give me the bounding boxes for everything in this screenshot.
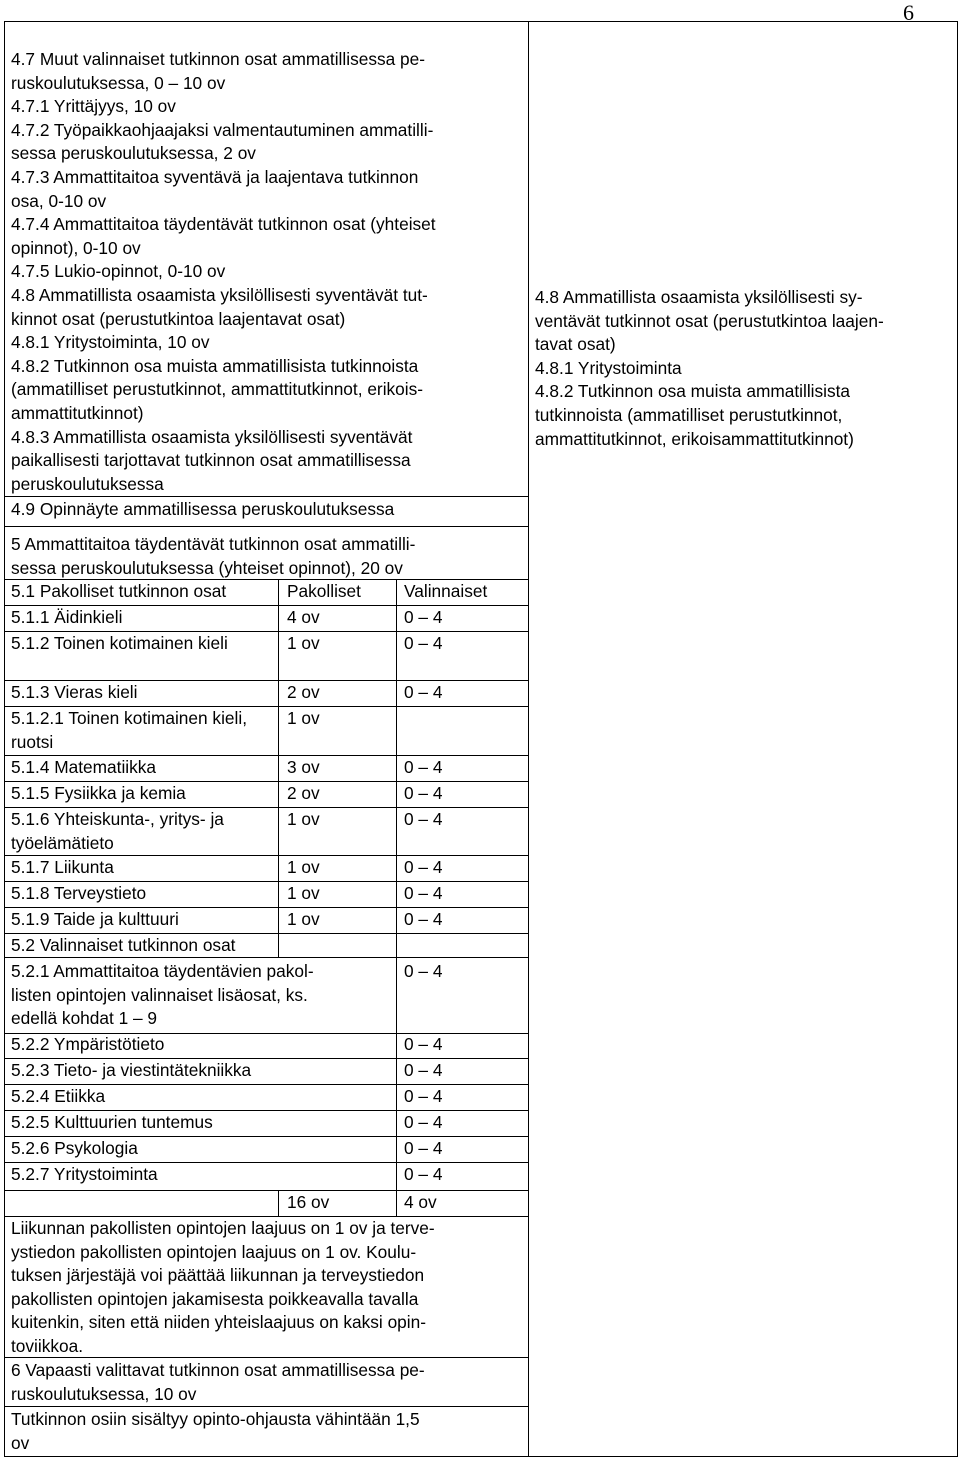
text-line: 4.8 Ammatillista osaamista yksilöllisesti syventävät tut- xyxy=(11,284,428,305)
text-line: pakollisten opintojen jakamisesta poikkeavalla tavalla xyxy=(11,1288,419,1309)
table-cell: 0 – 4 xyxy=(404,633,443,653)
text-line: listen opintojen valinnaiset lisäosat, ks. xyxy=(11,984,308,1005)
text-line: sessa peruskoulutuksessa, 2 ov xyxy=(11,143,256,164)
table-header-cell: 5.1 Pakolliset tutkinnon osat xyxy=(11,581,227,601)
text-line: 4.7.5 Lukio-opinnot, 0-10 ov xyxy=(11,261,226,282)
text-line: opinnot), 0-10 ov xyxy=(11,237,141,258)
table-cell: 1 ov xyxy=(287,809,320,829)
table-cell: 5.1.5 Fysiikka ja kemia xyxy=(11,783,186,803)
section-6 xyxy=(11,1359,526,1406)
text-line: 4.8.2 Tutkinnon osa muista ammatillisista xyxy=(535,381,851,402)
opinto-ohjaus-note xyxy=(11,1408,526,1455)
text-line: 4.8.1 Yritystoiminta, 10 ov xyxy=(11,332,210,353)
table-cell: 5.1.2.1 Toinen kotimainen kieli, ruotsi xyxy=(11,708,248,752)
text-line: ov xyxy=(11,1432,30,1453)
table-cell: 2 ov xyxy=(287,682,320,702)
section-4-9 xyxy=(11,498,526,522)
text-line: 4.8.1 Yritystoiminta xyxy=(535,357,682,378)
table-cell: 5.1.1 Äidinkieli xyxy=(11,607,123,627)
text-line: 4.8.3 Ammatillista osaamista yksilöllisesti syventävät xyxy=(11,426,413,447)
table-cell: 1 ov xyxy=(287,633,320,653)
table-header-cell: Pakolliset xyxy=(287,581,361,601)
table-cell: 0 – 4 xyxy=(404,1164,443,1184)
table-cell: 5.2.4 Etiikka xyxy=(11,1086,106,1106)
table-cell: 5.1.7 Liikunta xyxy=(11,857,114,877)
table-total-valinnaiset: 4 ov xyxy=(404,1192,437,1212)
text-line: 4.7.4 Ammattitaitoa täydentävät tutkinnon osat (yhteiset xyxy=(11,214,436,235)
table-col-line xyxy=(396,579,397,957)
text-line: kuitenkin, siten että niiden yhteislaajuus on kaksi opin- xyxy=(11,1312,426,1333)
table-cell: 0 – 4 xyxy=(404,961,443,981)
table-cell: 0 – 4 xyxy=(404,857,443,877)
text-line: ruskoulutuksessa, 0 – 10 ov xyxy=(11,72,226,93)
text-line: kinnot osat (perustutkintoa laajentavat osat) xyxy=(11,308,346,329)
table-cell: 2 ov xyxy=(287,783,320,803)
text-line: 4.8.2 Tutkinnon osa muista ammatillisista tutkinnoista xyxy=(11,355,419,376)
text-line: ammattitutkinnot, erikoisammattitutkinnot) xyxy=(535,428,854,449)
text-line: 4.7.1 Yrittäjyys, 10 ov xyxy=(11,96,176,117)
text-line: 6 Vapaasti valittavat tutkinnon osat ammatillisessa pe- xyxy=(11,1360,425,1380)
row-divider xyxy=(4,1357,529,1358)
text-line: 5 Ammattitaitoa täydentävät tutkinnon osat ammatilli- xyxy=(11,534,416,554)
text-line: 4.7.2 Työpaikkaohjaajaksi valmentautuminen ammatilli- xyxy=(11,119,434,140)
section-5-heading xyxy=(11,533,526,580)
table-cell: 0 – 4 xyxy=(404,1060,443,1080)
text-line: (ammatilliset perustutkinnot, ammattitutkinnot, erikois- xyxy=(11,379,424,400)
table-cell: 5.1.3 Vieras kieli xyxy=(11,682,138,702)
table-cell: 1 ov xyxy=(287,708,320,728)
text-line: 4.8 Ammatillista osaamista yksilöllisesti sy- xyxy=(535,287,863,307)
right-column-section-4-8 xyxy=(535,286,955,451)
table-row-line xyxy=(4,957,529,958)
table-cell: 5.1.2 Toinen kotimainen kieli xyxy=(11,633,228,653)
table-cell: 5.1.4 Matematiikka xyxy=(11,757,157,777)
text-line: sessa peruskoulutuksessa (yhteiset opinnot), 20 ov xyxy=(11,557,403,578)
table-cell: 5.2.5 Kulttuurien tuntemus xyxy=(11,1112,213,1132)
text-line: ammattitutkinnot) xyxy=(11,402,144,423)
text-line: tavat osat) xyxy=(535,334,616,355)
table-col-line xyxy=(278,1191,279,1217)
table-cell: 5.2.2 Ympäristötieto xyxy=(11,1034,165,1054)
table-col-line xyxy=(278,579,279,957)
text-line: peruskoulutuksessa xyxy=(11,473,164,494)
table-section-title: 5.2 Valinnaiset tutkinnon osat xyxy=(11,935,236,955)
table-cell: 1 ov xyxy=(287,883,320,903)
table-cell: 0 – 4 xyxy=(404,809,443,829)
text-line: Tutkinnon osiin sisältyy opinto-ohjausta vähintään 1,5 xyxy=(11,1409,420,1429)
text-line: tuksen järjestäjä voi päättää liikunnan ja terveystiedon xyxy=(11,1265,425,1286)
table-cell: 0 – 4 xyxy=(404,1112,443,1132)
text-line: ventävät tutkinnot osat (perustutkintoa laajen- xyxy=(535,310,884,331)
table-header-cell: Valinnaiset xyxy=(404,581,488,601)
table-cell: 4 ov xyxy=(287,607,320,627)
table-cell xyxy=(11,960,314,1031)
row-divider xyxy=(4,1406,529,1407)
text-line: 4.7.3 Ammattitaitoa syventävä ja laajentava tutkinnon xyxy=(11,166,419,187)
text-line: toviikkoa. xyxy=(11,1335,84,1356)
row-divider xyxy=(4,496,529,497)
text-line: paikallisesti tarjottavat tutkinnon osat ammatillisessa xyxy=(11,450,411,471)
table-cell: 5.1.8 Terveystieto xyxy=(11,883,147,903)
table-cell: 0 – 4 xyxy=(404,1086,443,1106)
text-line: 5.2.1 Ammattitaitoa täydentävien pakol- xyxy=(11,961,314,981)
table-cell: 5.1.9 Taide ja kulttuuri xyxy=(11,909,179,929)
text-line: osa, 0-10 ov xyxy=(11,190,107,211)
table-cell: 5.2.3 Tieto- ja viestintätekniikka xyxy=(11,1060,252,1080)
table-cell: 5.2.7 Yritystoiminta xyxy=(11,1164,158,1184)
table-cell: 0 – 4 xyxy=(404,757,443,777)
table-cell: 0 – 4 xyxy=(404,783,443,803)
table-cell: 5.2.6 Psykologia xyxy=(11,1138,138,1158)
table-total-pakolliset: 16 ov xyxy=(287,1192,330,1212)
table-row-line xyxy=(4,1190,529,1191)
section-4-7-block xyxy=(11,48,526,496)
text-line: tutkinnoista (ammatilliset perustutkinnot, xyxy=(535,404,843,425)
text-line: Liikunnan pakollisten opintojen laajuus on 1 ov ja terve- xyxy=(11,1218,435,1238)
table-cell: 0 – 4 xyxy=(404,883,443,903)
text-line: ruskoulutuksessa, 10 ov xyxy=(11,1383,197,1404)
row-divider xyxy=(4,526,529,527)
table-col-line xyxy=(396,957,397,1217)
table-cell: 0 – 4 xyxy=(404,909,443,929)
table-cell: 1 ov xyxy=(287,909,320,929)
text-line: 4.7 Muut valinnaiset tutkinnon osat ammatillisessa pe- xyxy=(11,49,425,69)
text-line: ystiedon pakollisten opintojen laajuus on 1 ov. Koulu- xyxy=(11,1241,417,1262)
table-cell: 0 – 4 xyxy=(404,1138,443,1158)
table-cell: 0 – 4 xyxy=(404,607,443,627)
column-divider xyxy=(528,21,529,1457)
table-cell: 0 – 4 xyxy=(404,1034,443,1054)
table-cell: 0 – 4 xyxy=(404,682,443,702)
note-paragraph xyxy=(11,1217,526,1359)
table-cell: 1 ov xyxy=(287,857,320,877)
table-cell: 3 ov xyxy=(287,757,320,777)
page-number: 6 xyxy=(903,0,914,25)
table-cell: 5.1.6 Yhteiskunta-, yritys- ja työelämätieto xyxy=(11,809,224,853)
text-line: edellä kohdat 1 – 9 xyxy=(11,1008,158,1029)
text-line: 4.9 Opinnäyte ammatillisessa peruskoulutuksessa xyxy=(11,499,395,519)
